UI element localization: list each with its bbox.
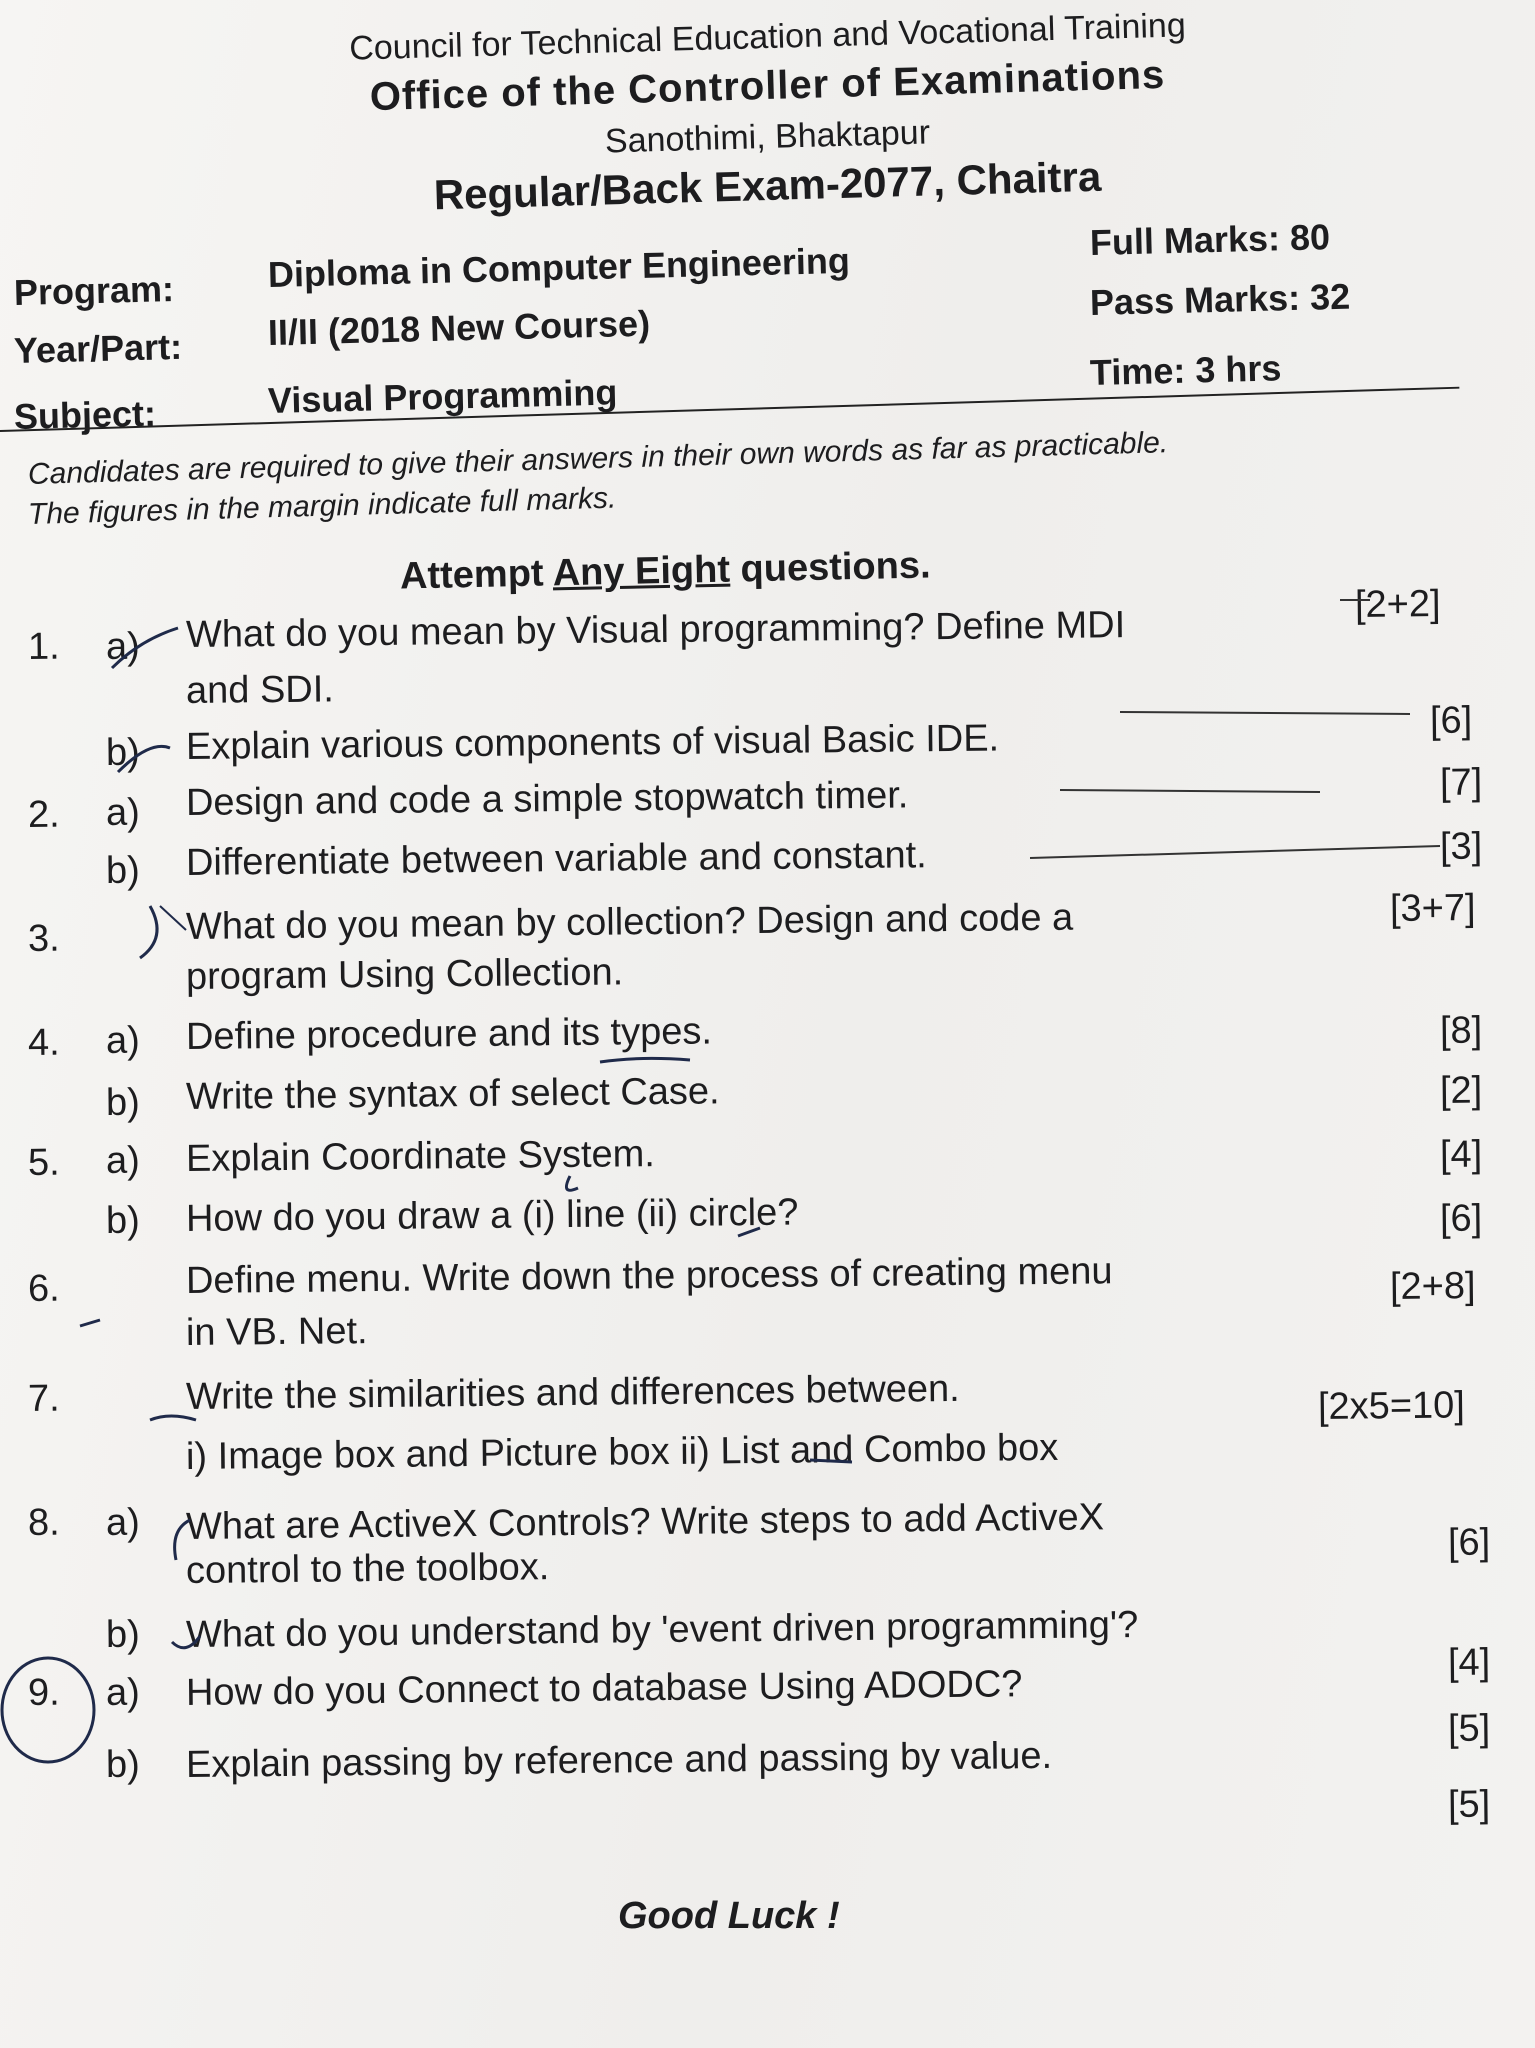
question-marks: [4] [1439,1133,1483,1176]
question-marks: [3+7] [1389,887,1476,930]
year-part-label: Year/Part: [13,325,183,371]
question-number: 6. [27,1267,60,1310]
question-part-label: b) [105,1081,141,1124]
question-number: 3. [27,917,60,960]
instruction-line-2: The figures in the margin indicate full marks. [27,481,617,531]
question-marks: [7] [1439,761,1483,804]
question-text: Explain various components of visual Basic IDE. [185,717,1000,768]
question-text: Define procedure and its types. [185,1010,713,1058]
question-marks: [4] [1447,1641,1491,1684]
council-name: Council for Technical Education and Vocational Training [348,6,1187,68]
question-text: and SDI. [185,668,335,712]
question-part-label: b) [105,731,141,774]
question-text: Design and code a simple stopwatch timer. [185,774,909,824]
question-text: What are ActiveX Controls? Write steps to add ActiveX [185,1496,1105,1548]
question-marks: [2x5=10] [1317,1384,1466,1428]
question-text: Write the syntax of select Case. [185,1070,720,1118]
exam-title: Regular/Back Exam-2077, Chaitra [433,152,1102,219]
question-number: 4. [27,1021,60,1064]
question-marks: [8] [1439,1009,1483,1052]
time: Time: 3 hrs [1089,347,1282,393]
good-luck: Good Luck ! [618,1895,840,1937]
year-part-value: II/II (2018 New Course) [267,302,651,353]
question-part-label: a) [105,791,141,834]
full-marks: Full Marks: 80 [1089,216,1331,263]
subject-value: Visual Programming [267,371,618,421]
subject-label: Subject: [13,392,157,437]
attempt-any-eight: Any Eight [552,548,731,595]
question-text: How do you Connect to database Using ADODC? [185,1663,1023,1714]
question-part-label: b) [105,849,141,892]
question-text: What do you understand by 'event driven programming'? [185,1604,1139,1656]
question-text: Define menu. Write down the process of creating menu [185,1250,1113,1302]
question-text: Differentiate between variable and constant. [185,834,927,884]
attempt-pre: Attempt [399,552,554,598]
question-number: 2. [27,793,60,836]
attempt-post: questions. [729,544,931,591]
question-marks: [6] [1429,699,1473,742]
question-number: 7. [27,1377,60,1420]
question-part-label: b) [105,1199,141,1242]
question-marks: [2+2] [1354,583,1441,626]
question-text: in VB. Net. [185,1310,368,1354]
question-text: control to the toolbox. [185,1546,550,1592]
question-text: How do you draw a (i) line (ii) circle? [185,1191,799,1240]
question-part-label: a) [105,625,141,668]
program-value: Diploma in Computer Engineering [267,239,851,295]
question-part-label: a) [105,1501,141,1544]
question-part-label: b) [105,1613,141,1656]
question-marks: [3] [1439,825,1483,868]
question-text: What do you mean by collection? Design and code a [185,896,1074,948]
question-number: 8. [27,1501,60,1544]
program-label: Program: [13,268,175,313]
location: Sanothimi, Bhaktapur [604,113,931,161]
question-part-label: b) [105,1743,141,1786]
question-number: 9. [27,1671,60,1714]
question-text: What do you mean by Visual programming? Define MDI [185,604,1126,656]
question-part-label: a) [105,1139,141,1182]
question-number: 1. [27,625,60,668]
question-number: 5. [27,1141,60,1184]
question-text: program Using Collection. [185,951,624,998]
question-text: i) Image box and Picture box ii) List and Combo box [185,1426,1059,1478]
question-text: Explain passing by reference and passing by value. [185,1734,1053,1786]
question-text: Write the similarities and differences between. [185,1367,960,1418]
instruction-line-1: Candidates are required to give their answers in their own words as far as practicable. [27,426,1169,491]
question-part-label: a) [105,1019,141,1062]
question-text: Explain Coordinate System. [185,1133,656,1180]
question-part-label: a) [105,1671,141,1714]
question-marks: [5] [1447,1783,1491,1826]
office-name: Office of the Controller of Examinations [369,52,1166,120]
question-marks: [2+8] [1389,1265,1476,1308]
question-marks: [2] [1439,1069,1483,1112]
pass-marks: Pass Marks: 32 [1089,275,1351,323]
question-marks: [5] [1447,1707,1491,1750]
question-marks: [6] [1439,1197,1483,1240]
question-marks: [6] [1447,1521,1491,1564]
